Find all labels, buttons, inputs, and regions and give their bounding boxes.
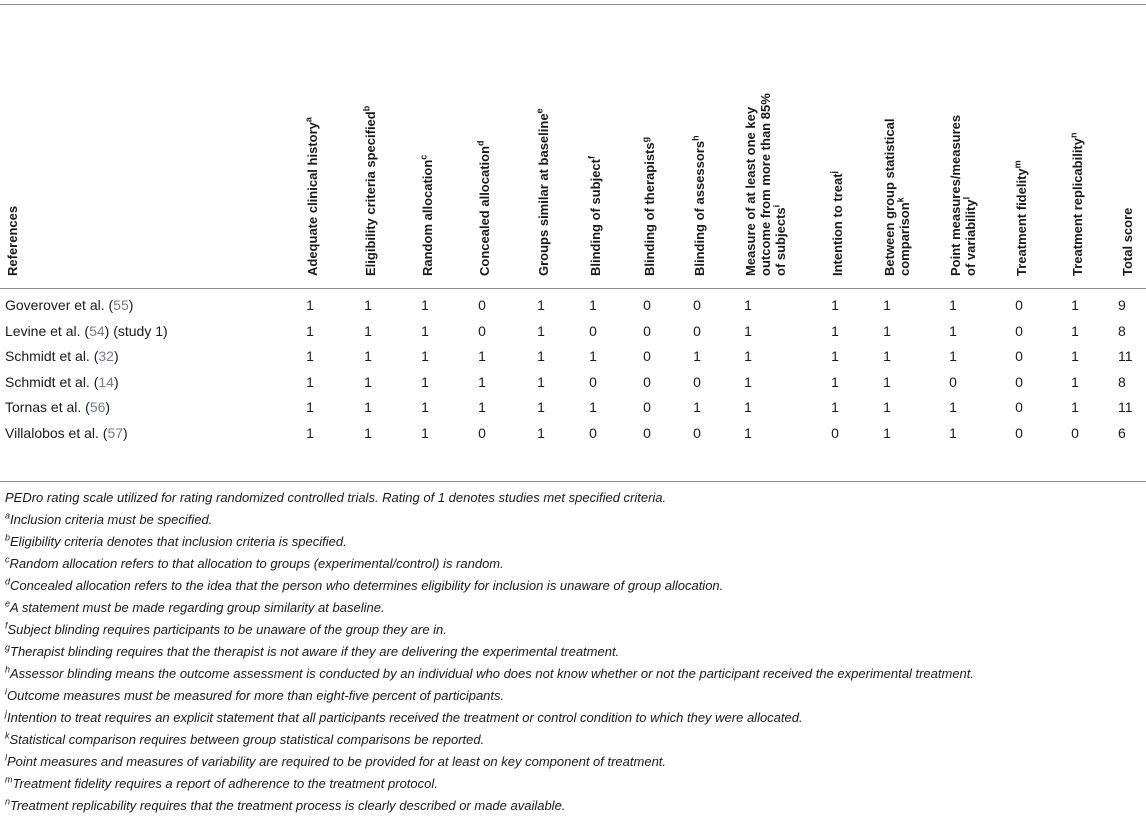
- rating-cell: 0: [589, 322, 597, 339]
- total-score-cell: 8: [1118, 373, 1126, 390]
- rating-cell: 0: [1015, 322, 1023, 339]
- rating-cell: 1: [364, 348, 372, 364]
- rating-cell: 1: [1071, 373, 1079, 390]
- rating-cell: 1: [883, 322, 891, 339]
- footnote-marker: b: [361, 105, 372, 112]
- footnote-text: Treatment replicability requires that the treatment process is clearly described or made available.: [10, 798, 566, 813]
- column-header-label: [1120, 208, 1135, 276]
- column-header-line: Blinding of assessors$^h$: [690, 135, 707, 276]
- rating-cell: 1: [537, 399, 545, 415]
- footnote-marker: k: [5, 730, 10, 741]
- rating-cell: 1: [1071, 297, 1079, 313]
- rating-cell: 1: [883, 348, 891, 364]
- reference-suffix: ): [105, 399, 111, 415]
- column-header-line: outcome from more than 85%: [758, 93, 773, 276]
- reference-cell: [5, 398, 110, 416]
- footnote: [5, 707, 1141, 729]
- citation-link[interactable]: 55: [113, 297, 129, 313]
- footnote-text: Random allocation refers to that allocation to groups (experimental/control) is random.: [9, 556, 504, 571]
- table-header-rule: [0, 288, 1146, 289]
- footnote-marker: h: [5, 664, 11, 675]
- footnote: [5, 597, 1141, 619]
- rating-cell: 0: [693, 297, 701, 313]
- rating-cell: 0: [643, 399, 651, 415]
- rating-cell: 1: [744, 348, 752, 364]
- citation-link[interactable]: 54: [89, 322, 105, 339]
- footnote: [5, 773, 1141, 795]
- rating-cell: 0: [1015, 348, 1023, 364]
- column-header-line: Adequate clinical history$^a$: [303, 117, 320, 276]
- table-footnotes: [5, 487, 1141, 817]
- footnote-text: Intention to treat requires an explicit statement that all participants received the treatment or control condition to which they were allocated.: [7, 710, 803, 725]
- rating-cell: 0: [1015, 297, 1023, 313]
- rating-cell: 1: [537, 322, 545, 339]
- rating-cell: 0: [831, 424, 839, 441]
- column-header-line: Point measures/measures: [948, 114, 963, 276]
- footnote-marker: i: [771, 204, 782, 208]
- rating-cell: 1: [364, 297, 372, 313]
- footnote-text: Statistical comparison requires between group statistical comparisons be reported.: [9, 732, 485, 747]
- rating-cell: 1: [1071, 399, 1079, 415]
- column-header-label: [5, 206, 20, 276]
- column-header-line: Eligibility criteria specified$^b$: [361, 105, 378, 276]
- footnote-marker: m: [5, 774, 13, 785]
- column-header-label: [642, 137, 657, 276]
- rating-cell: 0: [643, 322, 651, 339]
- column-header-line: of subjects$^i$: [771, 204, 788, 276]
- rating-cell: 1: [421, 424, 429, 441]
- footnote-text: Inclusion criteria must be specified.: [10, 512, 213, 527]
- reference-author: Schmidt et al. (: [5, 373, 99, 390]
- rating-cell: 1: [589, 399, 597, 415]
- footnote-text: Point measures and measures of variability are required to be provided for at least on key component of treatment.: [7, 754, 667, 769]
- rating-cell: 0: [478, 322, 486, 339]
- footnote-text: Concealed allocation refers to the idea that the person who determines eligibility for inclusion is unaware of group allocation.: [10, 578, 724, 593]
- rating-cell: 1: [744, 322, 752, 339]
- footnote-marker: n: [5, 796, 11, 807]
- reference-suffix: ): [113, 373, 119, 390]
- rating-cell: 1: [421, 322, 429, 339]
- footnote-text: A statement must be made regarding group similarity at baseline.: [10, 600, 385, 615]
- rating-cell: 1: [744, 399, 752, 415]
- rating-cell: 1: [537, 348, 545, 364]
- column-header-label: [588, 156, 603, 276]
- footnote: [5, 553, 1141, 575]
- column-header-line: Concealed allocation$^d$: [475, 140, 492, 276]
- column-header-label: [743, 93, 788, 276]
- footnote-marker: c: [5, 554, 10, 565]
- reference-author: Schmidt et al. (: [5, 348, 99, 364]
- reference-cell: [5, 322, 168, 340]
- footnote: [5, 729, 1141, 751]
- reference-suffix: ): [128, 297, 134, 313]
- total-score-cell: 9: [1118, 297, 1126, 313]
- column-header-label: [305, 117, 320, 276]
- footnote: [5, 575, 1141, 597]
- table-top-rule: [0, 4, 1146, 5]
- rating-cell: 1: [421, 373, 429, 390]
- reference-suffix: ) (study 1): [104, 322, 168, 339]
- rating-cell: 1: [421, 399, 429, 415]
- column-header-line: Groups similar at baseline$^e$: [534, 108, 551, 276]
- rating-cell: 1: [589, 348, 597, 364]
- reference-author: Tornas et al. (: [5, 399, 90, 415]
- reference-cell: [5, 424, 128, 442]
- footnote-marker: e: [5, 598, 11, 609]
- rating-cell: 1: [306, 297, 314, 313]
- footnote-marker: d: [5, 576, 11, 587]
- total-score-cell: 8: [1118, 322, 1126, 339]
- footnote-marker: d: [475, 140, 486, 146]
- footnote: [5, 795, 1141, 817]
- rating-cell: 1: [306, 348, 314, 364]
- rating-cell: 1: [364, 373, 372, 390]
- footnote-marker: c: [418, 154, 429, 160]
- rating-cell: 1: [589, 297, 597, 313]
- rating-cell: 0: [478, 424, 486, 441]
- rating-cell: 1: [744, 297, 752, 313]
- footnote-marker: g: [640, 136, 651, 143]
- rating-cell: 1: [831, 348, 839, 364]
- table-bottom-rule: [0, 481, 1146, 482]
- rating-cell: 1: [306, 322, 314, 339]
- rating-cell: 1: [421, 297, 429, 313]
- rating-cell: 1: [949, 424, 957, 441]
- rating-cell: 0: [1071, 424, 1079, 441]
- footnote-text: Treatment fidelity requires a report of adherence to the treatment protocol.: [12, 776, 438, 791]
- column-header-line: Treatment replicability$^n$: [1068, 132, 1085, 276]
- rating-cell: 1: [949, 399, 957, 415]
- column-header-line: Measure of at least one key: [743, 106, 758, 276]
- footnote-text: Subject blinding requires participants to be unaware of the group they are in.: [7, 622, 447, 637]
- rating-cell: 1: [306, 399, 314, 415]
- rating-cell: 1: [478, 399, 486, 415]
- column-header-label: [1014, 160, 1029, 276]
- footnote: [5, 663, 1141, 685]
- footnote-marker: i: [5, 686, 7, 697]
- footnote-marker: g: [5, 642, 11, 653]
- rating-cell: 0: [693, 322, 701, 339]
- footnote-marker: m: [1012, 160, 1023, 169]
- rating-cell: 1: [949, 297, 957, 313]
- footnote-marker: l: [5, 752, 7, 763]
- footnote: [5, 509, 1141, 531]
- column-header-line: Random allocation$^c$: [418, 154, 435, 276]
- reference-author: Goverover et al. (: [5, 297, 114, 313]
- rating-cell: 1: [831, 373, 839, 390]
- footnote-marker: n: [1068, 132, 1079, 138]
- column-header-label: [363, 106, 378, 276]
- footnote-text: PEDro rating scale utilized for rating randomized controlled trials. Rating of 1 denotes studies met specified criteria.: [5, 490, 667, 505]
- footnote: [5, 487, 1141, 509]
- footnote-marker: l: [961, 196, 972, 200]
- reference-suffix: ): [113, 348, 119, 364]
- rating-cell: 1: [883, 424, 891, 441]
- citation-link[interactable]: 56: [89, 399, 106, 415]
- footnote-marker: j: [5, 708, 7, 719]
- column-header-line: Between group statistical: [882, 118, 897, 276]
- citation-link[interactable]: 57: [107, 424, 124, 441]
- total-score-cell: 11: [1118, 399, 1133, 415]
- column-header-line: Treatment fidelity$^m$: [1012, 160, 1029, 276]
- column-header-line: Intention to treat$^j$: [828, 170, 845, 276]
- column-header-line: comparison$^k$: [895, 197, 912, 276]
- rating-cell: 0: [589, 373, 597, 390]
- citation-link[interactable]: 14: [98, 373, 114, 390]
- column-header-label: [477, 140, 492, 276]
- rating-cell: 1: [306, 373, 314, 390]
- column-header-line: Blinding of subject$^f$: [586, 156, 603, 276]
- reference-cell: [5, 347, 119, 365]
- column-header-label: [420, 155, 435, 276]
- citation-link[interactable]: 32: [98, 348, 114, 364]
- column-header-line: Blinding of therapists$^g$: [640, 136, 657, 276]
- rating-cell: 1: [949, 348, 957, 364]
- footnote-text: Assessor blinding means the outcome assessment is conducted by an individual who does not know whether or not the participant received the experimental treatment.: [10, 666, 974, 681]
- footnote-marker: a: [303, 117, 314, 123]
- rating-cell: 1: [1071, 322, 1079, 339]
- rating-cell: 1: [306, 424, 314, 441]
- rating-cell: 1: [364, 322, 372, 339]
- rating-cell: 1: [883, 399, 891, 415]
- rating-cell: 1: [1071, 348, 1079, 364]
- rating-cell: 0: [643, 348, 651, 364]
- column-header-label: [1070, 133, 1085, 277]
- rating-cell: 1: [421, 348, 429, 364]
- rating-cell: 1: [883, 297, 891, 313]
- rating-cell: 1: [831, 322, 839, 339]
- footnote-marker: j: [828, 170, 839, 174]
- column-header-label: [830, 171, 845, 276]
- rating-cell: 1: [478, 348, 486, 364]
- rating-cell: 1: [883, 373, 891, 390]
- rating-cell: 0: [1015, 373, 1023, 390]
- rating-cell: 0: [643, 424, 651, 441]
- footnote-text: Therapist blinding requires that the therapist is not aware if they are delivering the experimental treatment.: [10, 644, 620, 659]
- rating-cell: 1: [364, 399, 372, 415]
- footnote-marker: e: [534, 108, 545, 114]
- column-header-label: [882, 119, 912, 276]
- total-score-cell: 6: [1118, 424, 1126, 441]
- rating-cell: 1: [693, 348, 701, 364]
- rating-cell: 1: [364, 424, 372, 441]
- footnote-marker: f: [586, 156, 597, 159]
- rating-cell: 0: [1015, 399, 1023, 415]
- footnote-marker: a: [5, 510, 11, 521]
- rating-cell: 1: [831, 399, 839, 415]
- footnote-marker: b: [5, 532, 11, 543]
- column-header-label: [948, 115, 978, 276]
- rating-cell: 1: [537, 373, 545, 390]
- rating-cell: 1: [744, 373, 752, 390]
- rating-cell: 0: [589, 424, 597, 441]
- rating-cell: 1: [744, 424, 752, 441]
- reference-cell: [5, 373, 119, 391]
- footnote-marker: k: [895, 197, 906, 203]
- column-header-line: References: [5, 205, 20, 276]
- rating-cell: 0: [693, 373, 701, 390]
- rating-cell: 0: [643, 297, 651, 313]
- reference-cell: [5, 296, 133, 314]
- footnote: [5, 531, 1141, 553]
- rating-cell: 1: [831, 297, 839, 313]
- rating-cell: 0: [949, 373, 957, 390]
- reference-suffix: ): [123, 424, 128, 441]
- column-header-line: Total score: [1120, 207, 1135, 276]
- column-header-line: of variability$^l$: [961, 196, 978, 276]
- footnote-text: Outcome measures must be measured for more than eight-five percent of participants.: [7, 688, 505, 703]
- rating-cell: 1: [478, 373, 486, 390]
- rating-cell: 0: [1015, 424, 1023, 441]
- column-header-label: [536, 108, 551, 276]
- total-score-cell: 11: [1118, 348, 1133, 364]
- footnote: [5, 685, 1141, 707]
- rating-cell: 0: [643, 373, 651, 390]
- footnote: [5, 619, 1141, 641]
- rating-cell: 1: [537, 424, 545, 441]
- reference-author: Villalobos et al. (: [5, 424, 108, 441]
- rating-cell: 1: [949, 322, 957, 339]
- footnote-marker: f: [5, 620, 8, 631]
- rating-cell: 1: [537, 297, 545, 313]
- footnote: [5, 641, 1141, 663]
- rating-cell: 1: [693, 399, 701, 415]
- footnote-marker: h: [690, 135, 701, 141]
- reference-author: Levine et al. (: [5, 322, 90, 339]
- rating-cell: 0: [478, 297, 486, 313]
- footnote-text: Eligibility criteria denotes that inclusion criteria is specified.: [10, 534, 347, 549]
- rating-cell: 0: [693, 424, 701, 441]
- column-header-label: [692, 135, 707, 276]
